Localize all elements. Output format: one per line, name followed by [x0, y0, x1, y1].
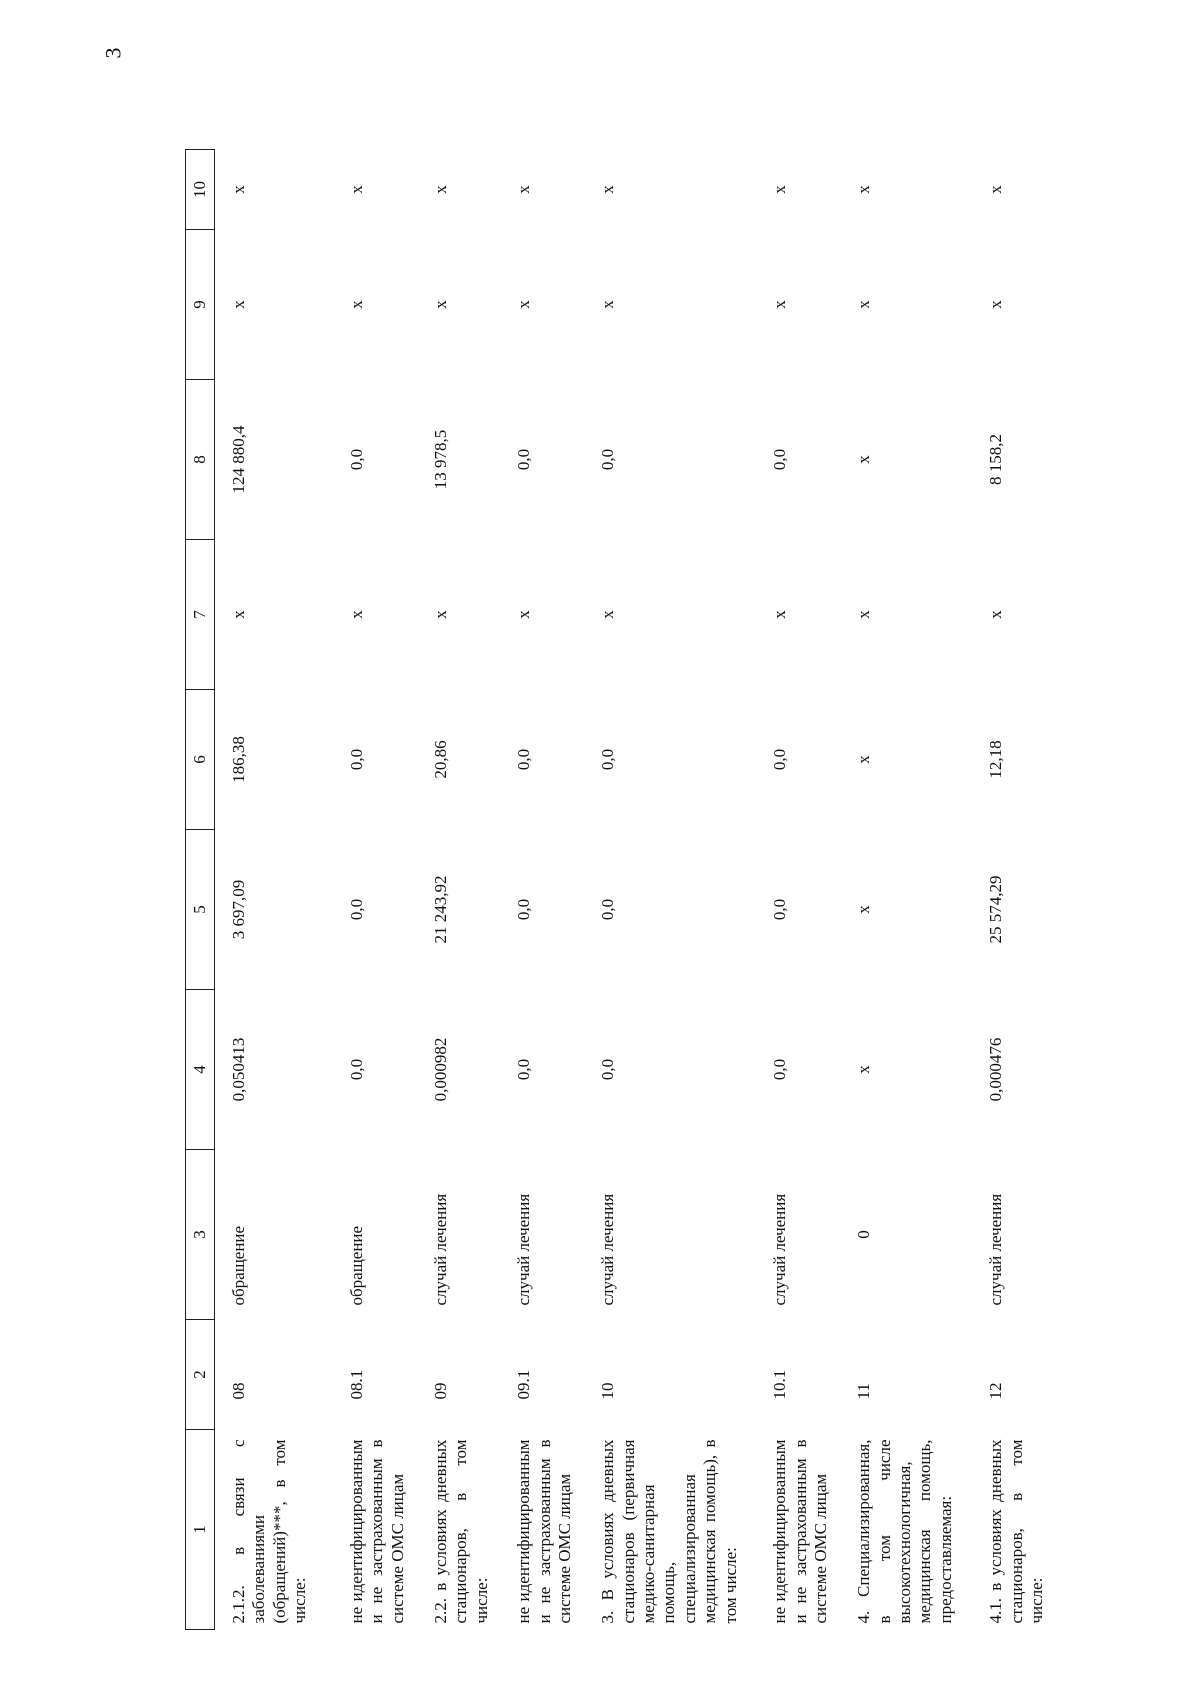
- data-table: [185, 149, 1055, 1630]
- row-name: 2.1.2. в связи с заболеваниями (обращений)***, в том числе:: [229, 1439, 310, 1624]
- cell-col-9: x: [514, 300, 534, 309]
- row-name: 2.2. в условиях дневных стационаров, в том числе:: [431, 1439, 491, 1624]
- row-name: не идентифицированным и не застрахованным в системе ОМС лицам: [347, 1439, 407, 1624]
- row-unit: случай лечения: [431, 1193, 450, 1306]
- cell-col-5: x: [854, 905, 874, 914]
- cell-col-6: 0,0: [770, 748, 790, 771]
- cell-col-6: 0,0: [598, 748, 618, 771]
- row-unit: обращение: [347, 1225, 366, 1306]
- table-row: [972, 150, 1055, 1630]
- column-header: 8: [186, 380, 215, 540]
- cell-col-8: x: [854, 455, 874, 464]
- row-name: не идентифицированным и не застрахованным в системе ОМС лицам: [514, 1439, 574, 1624]
- cell-col-9: x: [229, 300, 248, 309]
- row-code: 09.1: [514, 1369, 534, 1400]
- cell-col-5: 21 243,92: [431, 875, 450, 944]
- cell-col-8: 0,0: [514, 448, 534, 471]
- table-row: [417, 150, 500, 1630]
- cell-col-6: x: [854, 755, 874, 764]
- table-row: [756, 150, 840, 1630]
- cell-col-9: x: [986, 300, 1006, 309]
- row-code: 08.1: [347, 1369, 366, 1400]
- cell-col-5: 0,0: [598, 898, 618, 921]
- column-header: 1: [186, 1430, 215, 1630]
- cell-col-4: 0,0: [770, 1058, 790, 1081]
- row-unit: случай лечения: [986, 1193, 1006, 1306]
- row-name: 4. Специализированная, в том числе высокотехнологичная, медицинская помощь, предоставляемая:: [854, 1439, 955, 1624]
- cell-col-10: x: [770, 185, 790, 194]
- data-table-container: [185, 150, 1046, 1630]
- cell-col-6: 0,0: [514, 748, 534, 771]
- cell-col-4: 0,050413: [229, 1037, 248, 1102]
- cell-col-9: x: [598, 300, 618, 309]
- cell-col-8: 0,0: [598, 448, 618, 471]
- cell-col-10: x: [598, 185, 618, 194]
- table-row: [500, 150, 584, 1630]
- column-header: 4: [186, 990, 215, 1150]
- cell-col-8: 0,0: [770, 448, 790, 471]
- column-header: 10: [186, 150, 215, 230]
- row-code: 10.1: [770, 1369, 790, 1400]
- cell-col-8: 0,0: [347, 448, 366, 471]
- row-code: 11: [854, 1383, 874, 1400]
- column-header: 5: [186, 830, 215, 990]
- cell-col-7: x: [229, 610, 248, 619]
- cell-col-6: 0,0: [347, 748, 366, 771]
- row-code: 12: [986, 1382, 1006, 1400]
- cell-col-10: x: [986, 185, 1006, 194]
- cell-col-4: 0,000982: [431, 1037, 450, 1102]
- row-unit: обращение: [229, 1225, 248, 1306]
- cell-col-4: 0,0: [514, 1058, 534, 1081]
- cell-col-7: x: [770, 610, 790, 619]
- row-code: 08: [229, 1382, 248, 1400]
- cell-col-10: x: [431, 185, 450, 194]
- table-header-row: [186, 150, 215, 1630]
- cell-col-9: x: [770, 300, 790, 309]
- cell-col-4: x: [854, 1065, 874, 1074]
- cell-col-6: 12,18: [986, 740, 1006, 779]
- cell-col-4: 0,0: [347, 1058, 366, 1081]
- table-row: [215, 150, 334, 1630]
- cell-col-7: x: [854, 610, 874, 619]
- cell-col-8: 8 158,2: [986, 434, 1006, 485]
- cell-col-6: 186,38: [229, 736, 248, 783]
- cell-col-6: 20,86: [431, 740, 450, 779]
- cell-col-7: x: [598, 610, 618, 619]
- cell-col-5: 0,0: [770, 898, 790, 921]
- cell-col-7: x: [986, 610, 1006, 619]
- cell-col-9: x: [854, 300, 874, 309]
- cell-col-9: x: [347, 300, 366, 309]
- cell-col-5: 0,0: [514, 898, 534, 921]
- row-unit: случай лечения: [598, 1193, 618, 1306]
- cell-col-10: x: [854, 185, 874, 194]
- cell-col-10: x: [347, 185, 366, 194]
- cell-col-10: x: [229, 185, 248, 194]
- cell-col-5: 25 574,29: [986, 875, 1006, 944]
- cell-col-9: x: [431, 300, 450, 309]
- row-unit: 0: [854, 1230, 874, 1239]
- table-row: [333, 150, 417, 1630]
- column-header: 3: [186, 1150, 215, 1320]
- table-row: [840, 150, 972, 1630]
- row-name: 3. В условиях дневных стационаров (первичная медико-санитарная помощь, специализированная медицинская помощь), в том числе:: [598, 1439, 740, 1624]
- cell-col-5: 3 697,09: [229, 879, 248, 940]
- row-name: 4.1. в условиях дневных стационаров, в том числе:: [986, 1439, 1046, 1624]
- cell-col-10: x: [514, 185, 534, 194]
- cell-col-4: 0,000476: [986, 1037, 1006, 1102]
- cell-col-7: x: [347, 610, 366, 619]
- column-header: 6: [186, 690, 215, 830]
- column-header: 7: [186, 540, 215, 690]
- cell-col-8: 124 880,4: [229, 425, 248, 494]
- row-unit: случай лечения: [770, 1193, 790, 1306]
- cell-col-7: x: [514, 610, 534, 619]
- column-header: 9: [186, 230, 215, 380]
- row-code: 09: [431, 1382, 450, 1400]
- cell-col-5: 0,0: [347, 898, 366, 921]
- table-row: [584, 150, 756, 1630]
- cell-col-7: x: [431, 610, 450, 619]
- page-number: 3: [100, 47, 126, 59]
- row-code: 10: [598, 1382, 618, 1400]
- cell-col-4: 0,0: [598, 1058, 618, 1081]
- cell-col-8: 13 978,5: [431, 429, 450, 490]
- row-unit: случай лечения: [514, 1193, 534, 1306]
- row-name: не идентифицированным и не застрахованным в системе ОМС лицам: [770, 1439, 830, 1624]
- column-header: 2: [186, 1320, 215, 1430]
